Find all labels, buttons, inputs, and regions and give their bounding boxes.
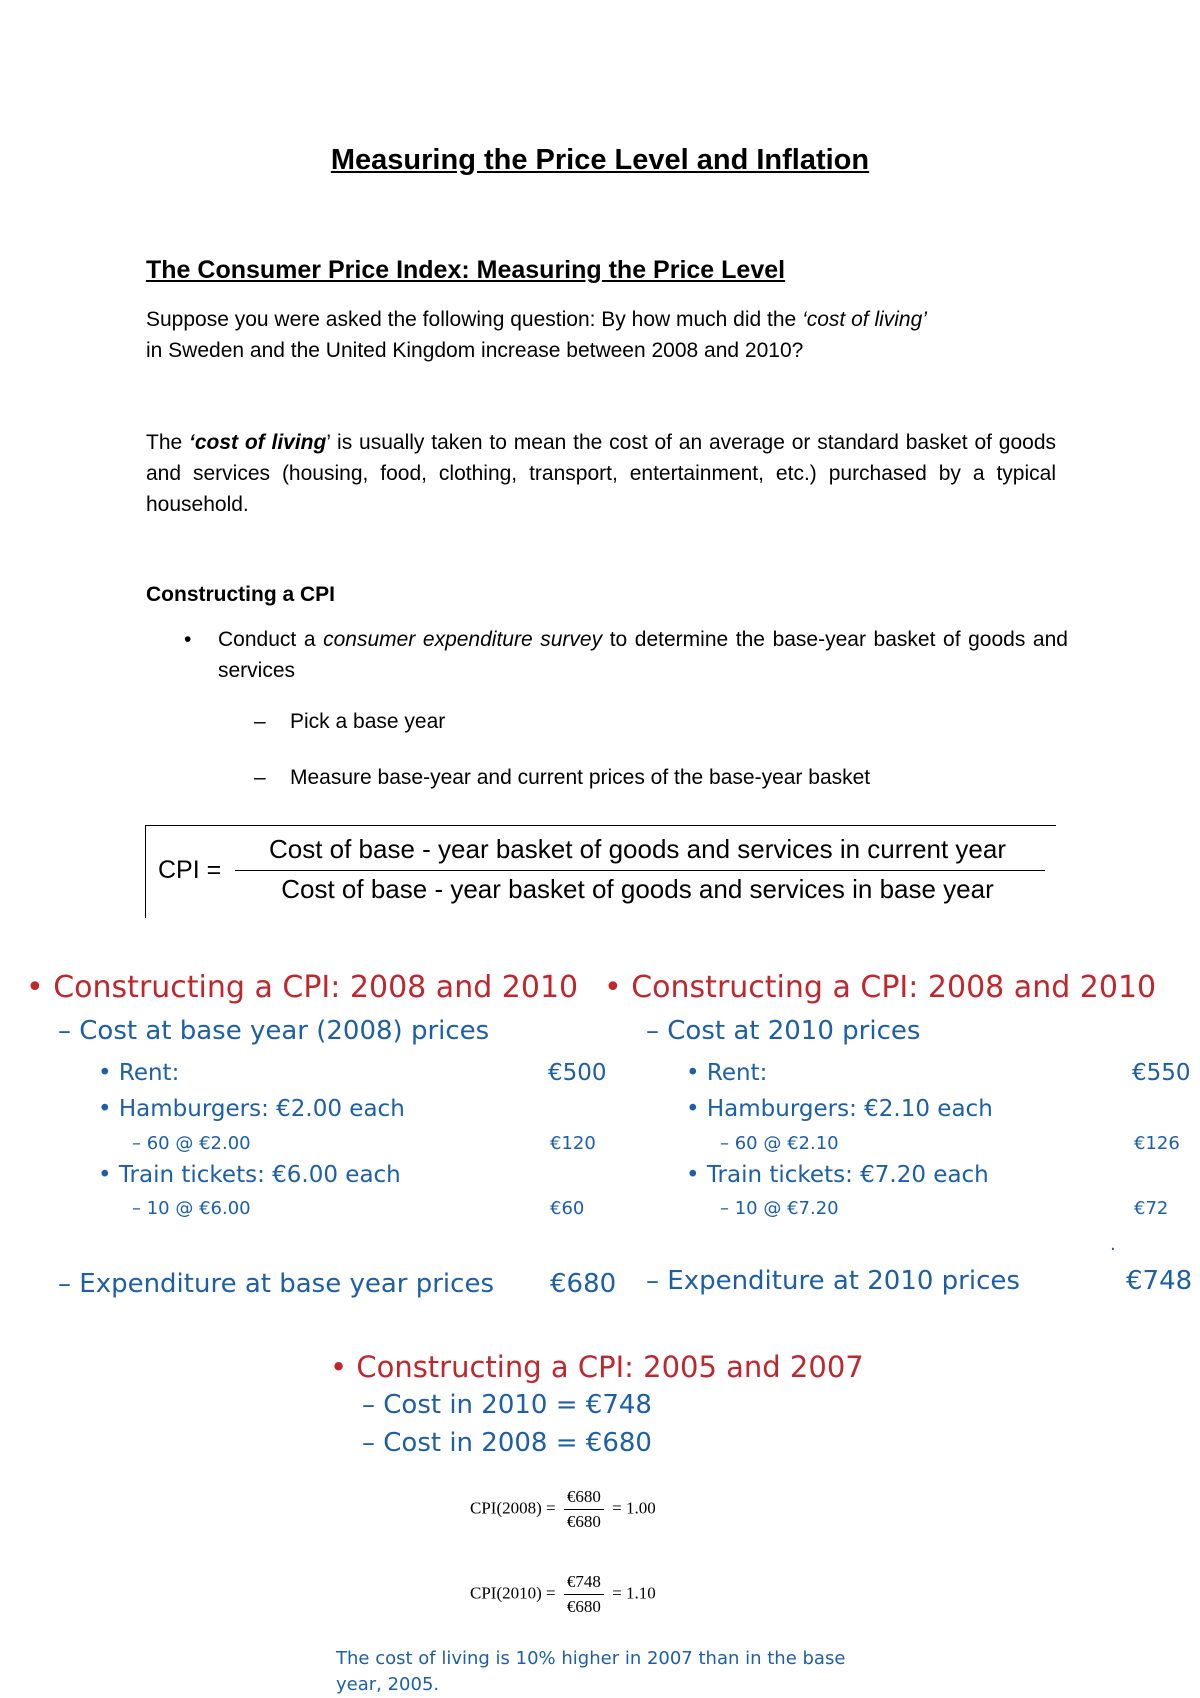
calc-fraction: [564, 1487, 604, 1532]
bullet-prefix: Conduct a: [218, 628, 324, 651]
page-title: Measuring the Price Level and Inflation: [330, 144, 870, 176]
item-label: – 60 @ €2.00: [132, 1133, 251, 1154]
item-label: • Rent:: [686, 1060, 768, 1086]
slide-left: [0, 970, 607, 1220]
calc-denominator: €680: [566, 1597, 601, 1616]
dash-marker: –: [254, 710, 266, 733]
section-heading: The Consumer Price Index: Measuring the Price Level: [146, 256, 786, 284]
calc-lhs: CPI(2010) =: [470, 1583, 556, 1603]
formula-lhs: CPI =: [158, 856, 222, 884]
item-value: €550: [1132, 1060, 1191, 1086]
conclusion: [336, 1646, 845, 1698]
cpi-calc: [470, 1572, 656, 1617]
cost-line: – Cost in 2010 = €748: [362, 1390, 652, 1420]
item-label: – 10 @ €6.00: [132, 1198, 251, 1219]
bullet-text: [218, 624, 1068, 686]
item-label: • Rent:: [98, 1060, 180, 1086]
total-value: €748: [1126, 1266, 1193, 1296]
cpi-calc: [470, 1487, 656, 1532]
formula-numerator: Cost of base - year basket of goods and services in current year: [268, 834, 1007, 864]
intro-line2: in Sweden and the United Kingdom increase between 2008 and 2010?: [146, 339, 804, 362]
slide-right: [604, 970, 1200, 1255]
dash-text: Measure base-year and current prices of the base-year basket: [290, 766, 871, 789]
slide-heading: • Constructing a CPI: 2008 and 2010: [26, 970, 579, 1005]
calc-numerator: €748: [564, 1572, 604, 1595]
formula-denominator: Cost of base - year basket of goods and services in base year: [281, 874, 994, 904]
total-value: €680: [550, 1269, 617, 1299]
conclusion-line: year, 2005.: [336, 1674, 440, 1695]
item-value: €126: [1134, 1133, 1180, 1154]
bullet-emphasis: consumer expenditure survey: [323, 628, 603, 651]
item-value: €72: [1134, 1198, 1169, 1219]
stray-mark: .: [1110, 1234, 1116, 1255]
definition-body: ’ is usually taken to mean the cost of an average or standard basket of goods and services (housing, food, clothing, transport, entertainment, etc.) purchased by a typical household.: [146, 431, 1056, 516]
total-label: – Expenditure at base year prices: [58, 1269, 494, 1299]
intro-paragraph: [146, 304, 1056, 366]
item-label: • Train tickets: €6.00 each: [98, 1162, 401, 1188]
item-value: €60: [550, 1198, 585, 1219]
intro-line1: Suppose you were asked the following question: By how much did the: [146, 308, 803, 331]
item-value: €500: [548, 1060, 607, 1086]
conclusion-line: The cost of living is 10% higher in 2007 than in the base: [336, 1648, 846, 1669]
slide-heading: • Constructing a CPI: 2008 and 2010: [604, 970, 1157, 1005]
dash-text: Pick a base year: [290, 710, 446, 733]
item-label: • Hamburgers: €2.00 each: [98, 1096, 405, 1122]
definition-emphasis: ‘cost of living: [189, 431, 327, 454]
calc-result: = 1.10: [612, 1583, 656, 1603]
fraction-bar: [235, 870, 1045, 871]
item-value: €120: [550, 1133, 596, 1154]
constructing-heading: Constructing a CPI: [146, 583, 336, 606]
calc-lhs: CPI(2008) =: [470, 1498, 556, 1518]
slide-subheading: – Cost at base year (2008) prices: [58, 1016, 490, 1046]
definition-prefix: The: [146, 431, 190, 454]
dash-marker: –: [254, 766, 266, 789]
calc-numerator: €680: [564, 1487, 604, 1510]
calc-fraction: [564, 1572, 604, 1617]
definition-paragraph: [146, 427, 1056, 520]
item-label: – 10 @ €7.20: [720, 1198, 839, 1219]
item-label: – 60 @ €2.10: [720, 1133, 839, 1154]
slide-heading: • Constructing a CPI: 2005 and 2007: [330, 1350, 864, 1384]
calc-denominator: €680: [566, 1512, 601, 1531]
intro-emphasis: ‘cost of living’: [802, 308, 927, 331]
slide-subheading: – Cost at 2010 prices: [646, 1016, 921, 1046]
item-label: • Train tickets: €7.20 each: [686, 1162, 989, 1188]
cost-line: – Cost in 2008 = €680: [362, 1428, 652, 1458]
item-label: • Hamburgers: €2.10 each: [686, 1096, 993, 1122]
bullet-marker: •: [184, 628, 192, 651]
bullet-suffix: to determine the base-year basket of goods and services: [218, 628, 1068, 682]
total-label: – Expenditure at 2010 prices: [646, 1266, 1020, 1296]
calc-result: = 1.00: [612, 1498, 656, 1518]
